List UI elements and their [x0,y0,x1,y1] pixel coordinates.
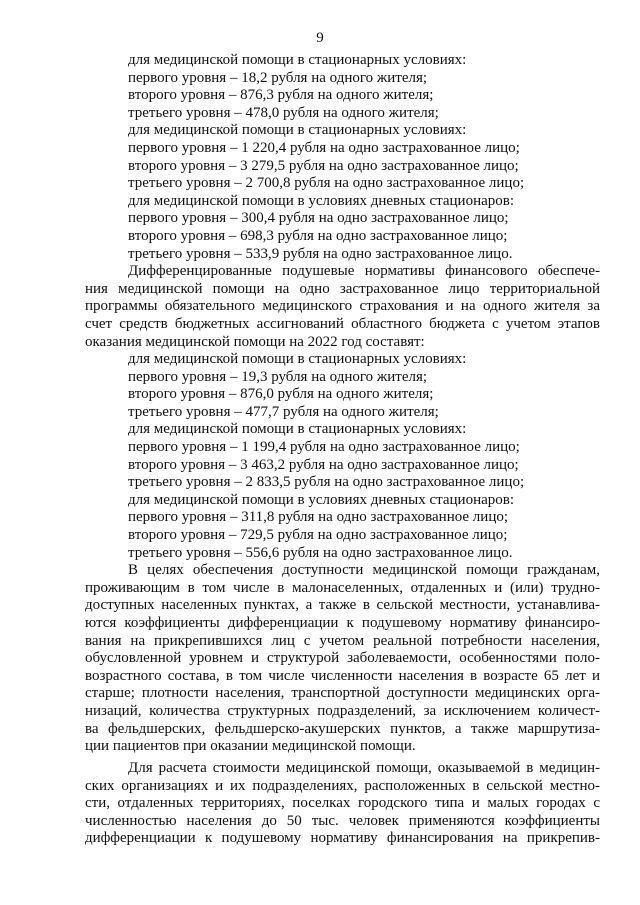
text-line: третьего уровня – 2 700,8 рубля на одно застрахованное лицо; [128,175,525,192]
text-line: второго уровня – 876,3 рубля на одного жителя; [128,87,434,104]
text-line: первого уровня – 18,2 рубля на одного жителя; [128,69,428,86]
text-line: ских организациях и их подразделениях, расположенных в сельской местно- [85,777,600,794]
text-line: третьего уровня – 556,6 рубля на одно застрахованное лицо. [128,544,513,561]
text-line: обусловленной уровнем и структурой заболеваемости, особенностями поло- [85,650,600,667]
text-line: программы обязательного медицинского страхования и на одного жителя за [85,298,600,315]
text-line: доступных населенных пунктах, а также в сельской местности, устанавлива- [85,597,600,614]
text-line: Для расчета стоимости медицинской помощи, оказываемой в медицин- [128,760,600,776]
text-line: вания на прикрепившихся лиц с учетом реальной потребности населения, [85,632,600,649]
text-line: старше; плотности населения, транспортной доступности медицинских орга- [85,685,600,702]
text-line: численностью населения до 50 тыс. человек применяются коэффициенты [85,812,600,829]
text-line: для медицинской помощи в стационарных условиях: [128,351,467,368]
text-line: второго уровня – 876,0 рубля на одного жителя; [128,386,434,403]
page-number: 9 [316,30,324,46]
text-line: для медицинской помощи в условиях дневных стационаров: [128,192,515,209]
text-line: для медицинской помощи в стационарных условиях: [128,421,467,438]
text-line: ции пациентов при оказании медицинской помощи. [85,738,416,755]
text-line: дифференциации к подушевому нормативу финансирования на прикрепив- [85,830,600,847]
text-line: возрастного состава, в том числе численности населения в возрасте 65 лет и [85,667,600,684]
text-line: ются коэффициенты дифференциации к подушевому нормативу финансиро- [85,615,600,631]
text-line: счет средств бюджетных ассигнований областного бюджета с учетом этапов [85,315,600,332]
text-line: третьего уровня – 533,9 рубля на одно застрахованное лицо. [128,245,513,262]
text-line: ния медицинской помощи на одно застрахованное лицо территориальной [85,280,600,297]
text-line: сти, отдаленных территориях, поселках городского типа и малых городах с [85,795,600,812]
text-line: второго уровня – 698,3 рубля на одно застрахованное лицо; [128,227,508,244]
text-line: для медицинской помощи в стационарных условиях: [128,122,467,139]
text-line: оказания медицинской помощи на 2022 год составят: [85,333,425,350]
text-line: проживающим в том числе в малонаселенных, отдаленных и (или) трудно- [85,579,600,596]
text-line: первого уровня – 311,8 рубля на одно застрахованное лицо; [128,509,509,526]
text-line: первого уровня – 300,4 рубля на одно застрахованное лицо; [128,210,509,227]
text-line: низаций, количества структурных подразделений, за исключением количест- [85,702,600,719]
text-line: третьего уровня – 2 833,5 рубля на одно застрахованное лицо; [128,474,525,491]
text-line: третьего уровня – 478,0 рубля на одного жителя; [128,104,439,121]
text-line: В целях обеспечения доступности медицинской помощи гражданам, [128,562,600,579]
text-line: второго уровня – 729,5 рубля на одно застрахованное лицо; [128,527,508,544]
text-line: второго уровня – 3 279,5 рубля на одно застрахованное лицо; [128,157,519,174]
text-line: Дифференцированные подушевые нормативы финансового обеспече- [128,263,600,280]
text-line: третьего уровня – 477,7 рубля на одного жителя; [128,403,439,420]
text-block-continued [85,760,600,848]
text-line: для медицинской помощи в условиях дневных стационаров: [128,491,515,508]
text-line: ва фельдшерских, фельдшерско-акушерских пунктов, а также маршрутиза- [85,720,600,737]
text-line: первого уровня – 1 220,4 рубля на одно застрахованное лицо; [128,139,520,156]
text-line: первого уровня – 1 199,4 рубля на одно застрахованное лицо; [128,439,520,456]
text-block-main [85,52,600,756]
text-line: второго уровня – 3 463,2 рубля на одно застрахованное лицо; [128,456,519,473]
text-line: для медицинской помощи в стационарных условиях: [128,52,467,68]
text-line: первого уровня – 19,3 рубля на одного жителя; [128,368,428,385]
